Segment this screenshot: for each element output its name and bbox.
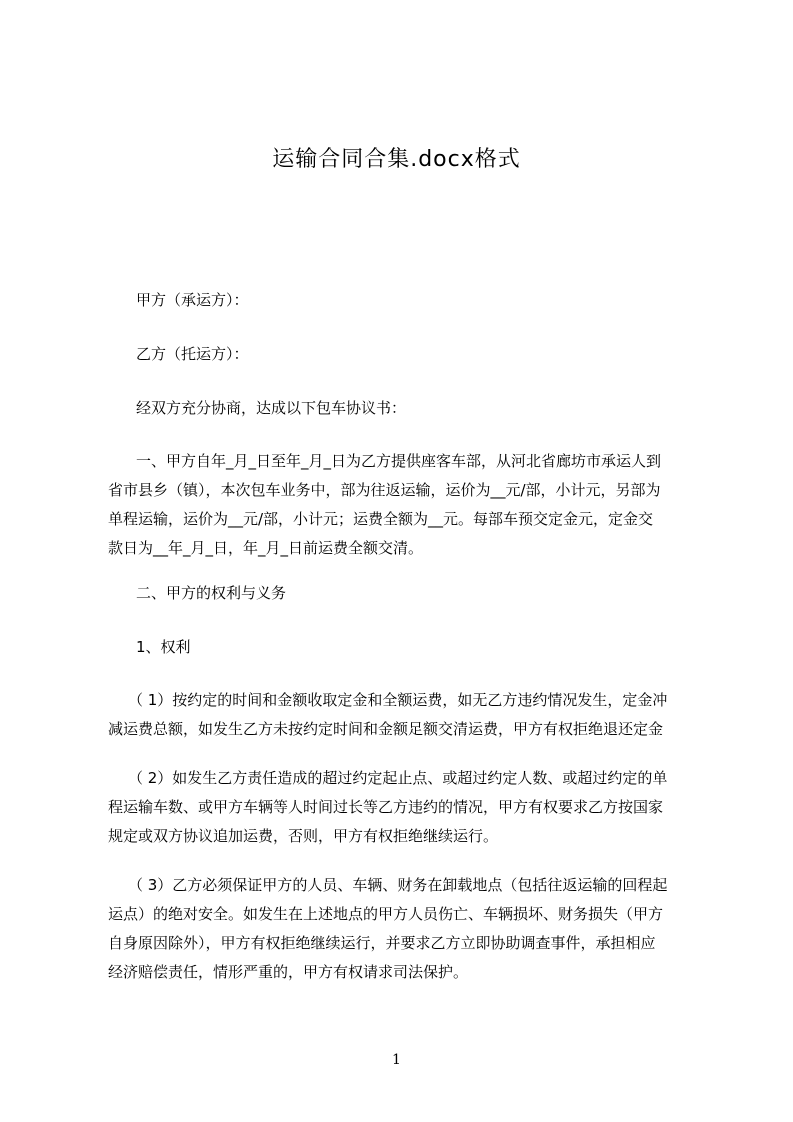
rights-item-1: [108, 686, 708, 744]
party-b-line: 乙方（托运方）：: [136, 345, 249, 363]
rights-item-2-line: 程运输车数、或甲方车辆等人时间过长等乙方违约的情况，甲方有权要求乙方按国家: [108, 798, 664, 816]
party-a-line: 甲方（承运方）：: [136, 291, 249, 309]
section-2-heading: 二、甲方的权利与义务: [136, 584, 287, 602]
rights-item-2: [108, 764, 708, 851]
clause-1-line: 省市县乡（镇），本次包车业务中，部为往返运输，运价为__元/部，小计元，另部为: [108, 481, 661, 499]
rights-item-2-line: 规定或双方协议追加运费，否则，甲方有权拒绝继续运行。: [108, 827, 499, 845]
clause-1-line: 一、甲方自年_月_日至年_月_日为乙方提供座客车部，从河北省廊坊市承运人到: [136, 452, 662, 470]
rights-item-1-line: 减运费总额，如发生乙方未按约定时间和金额足额交清运费，甲方有权拒绝退还定金: [108, 720, 664, 738]
intro-paragraph: 经双方充分协商，达成以下包车协议书：: [136, 399, 407, 417]
rights-heading: 1、权利: [136, 638, 191, 656]
clause-1-line: 款日为__年_月_日，年_月_日前运费全额交清。: [108, 539, 424, 557]
document-title: 运输合同合集.docx格式: [272, 147, 521, 172]
clause-1-line: 单程运输，运价为__元/部，小计元；运费全额为__元。每部车预交定金元，定金交: [108, 510, 654, 528]
rights-item-2-line: （ 2）如发生乙方责任造成的超过约定起止点、或超过约定人数、或超过约定的单: [128, 769, 668, 787]
clause-1-paragraph: [108, 447, 708, 563]
rights-item-1-line: （ 1）按约定的时间和金额收取定金和全额运费，如无乙方违约情况发生，定金冲: [128, 691, 668, 709]
rights-item-3-line: 自身原因除外），甲方有权拒绝继续运行，并要求乙方立即协助调查事件，承担相应: [108, 934, 656, 952]
rights-item-3-line: （ 3）乙方必须保证甲方的人员、车辆、财务在卸载地点（包括往返运输的回程起: [128, 876, 668, 894]
rights-item-3: [108, 871, 708, 987]
rights-item-3-line: 经济赔偿责任，情形严重的，甲方有权请求司法保护。: [108, 963, 469, 981]
page-number: 1: [392, 1052, 401, 1068]
rights-item-3-line: 运点）的绝对安全。如发生在上述地点的甲方人员伤亡、车辆损坏、财务损失（甲方: [108, 905, 664, 923]
